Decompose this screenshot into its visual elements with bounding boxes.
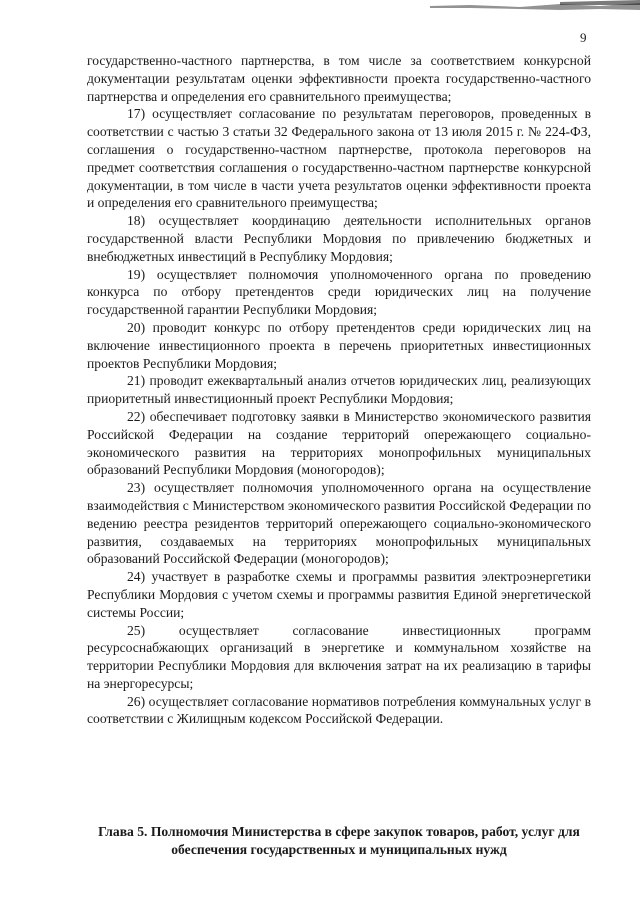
paragraph-item-20: 20) проводит конкурс по отбору претендентов среди юридических лиц на включение инвестиционного проекта в перечень приоритетных инвестиционных проектов Республики Мордовия;	[87, 319, 591, 371]
page-number: 9	[580, 30, 587, 45]
document-body	[87, 52, 591, 728]
paragraph-item-17: 17) осуществляет согласование по результатам переговоров, проведенных в соответствии с частью 3 статьи 32 Федерального закона от 13 июля 2015 г. № 224-ФЗ, соглашения о государственно-частном партнерстве, протокола переговоров на предмет соответствия соглашения о государственно-частном партнерстве конкурсной документации, в том числе в части учета результатов оценки эффективности проекта и определения его сравнительного преимущества;	[87, 106, 591, 211]
paragraph-item-19: 19) осуществляет полномочия уполномоченного органа по проведению конкурса по отбору претендентов среди юридических лиц на получение государственной гарантии Республики Мордовия;	[87, 266, 591, 318]
scan-edge-artifact	[0, 0, 640, 12]
paragraph-item-21: 21) проводит ежеквартальный анализ отчетов юридических лиц, реализующих приоритетный инвестиционный проект Республики Мордовия;	[87, 373, 591, 407]
paragraph-item-26: 26) осуществляет согласование нормативов потребления коммунальных услуг в соответствии с Жилищным кодексом Российской Федерации.	[87, 693, 591, 727]
chapter-heading: Глава 5. Полномочия Министерства в сфере закупок товаров, работ, услуг для обеспечения государственных и муниципальных нужд	[98, 824, 580, 857]
paragraph-item-25: 25) осуществляет согласование инвестиционных программ ресурсоснабжающих организаций в энергетике и коммунальном хозяйстве на территории Республики Мордовия для включения затрат на их реализацию в тарифы на энергоресурсы;	[87, 622, 591, 691]
paragraph-item-24: 24) участвует в разработке схемы и программы развития электроэнергетики Республики Мордовия с учетом схемы и программы развития Единой энергетической системы России;	[87, 569, 591, 620]
paragraph-item-22: 22) обеспечивает подготовку заявки в Министерство экономического развития Российской Федерации на создание территорий опережающего социально-экономического развития на территориях монопрофильных муниципальных образований Республики Мордовия (моногородов);	[87, 408, 591, 478]
paragraph-item-18: 18) осуществляет координацию деятельности исполнительных органов государственной власти Республики Мордовия по привлечению бюджетных и внебюджетных инвестиций в Республику Мордовия;	[87, 213, 591, 264]
paragraph-item-23: 23) осуществляет полномочия уполномоченного органа на осуществление взаимодействия с Министерством экономического развития Российской Федерации по ведению реестра резидентов территорий опережающего социально-экономического развития, создаваемых на территориях монопрофильных муниципальных образований Российской Федерации (моногородов);	[87, 480, 591, 567]
paragraph-continuation: государственно-частного партнерства, в том числе за соответствием конкурсной документации результатам оценки эффективности проекта государственно-частного партнерства и определения его сравнительного преимущества;	[87, 53, 591, 104]
